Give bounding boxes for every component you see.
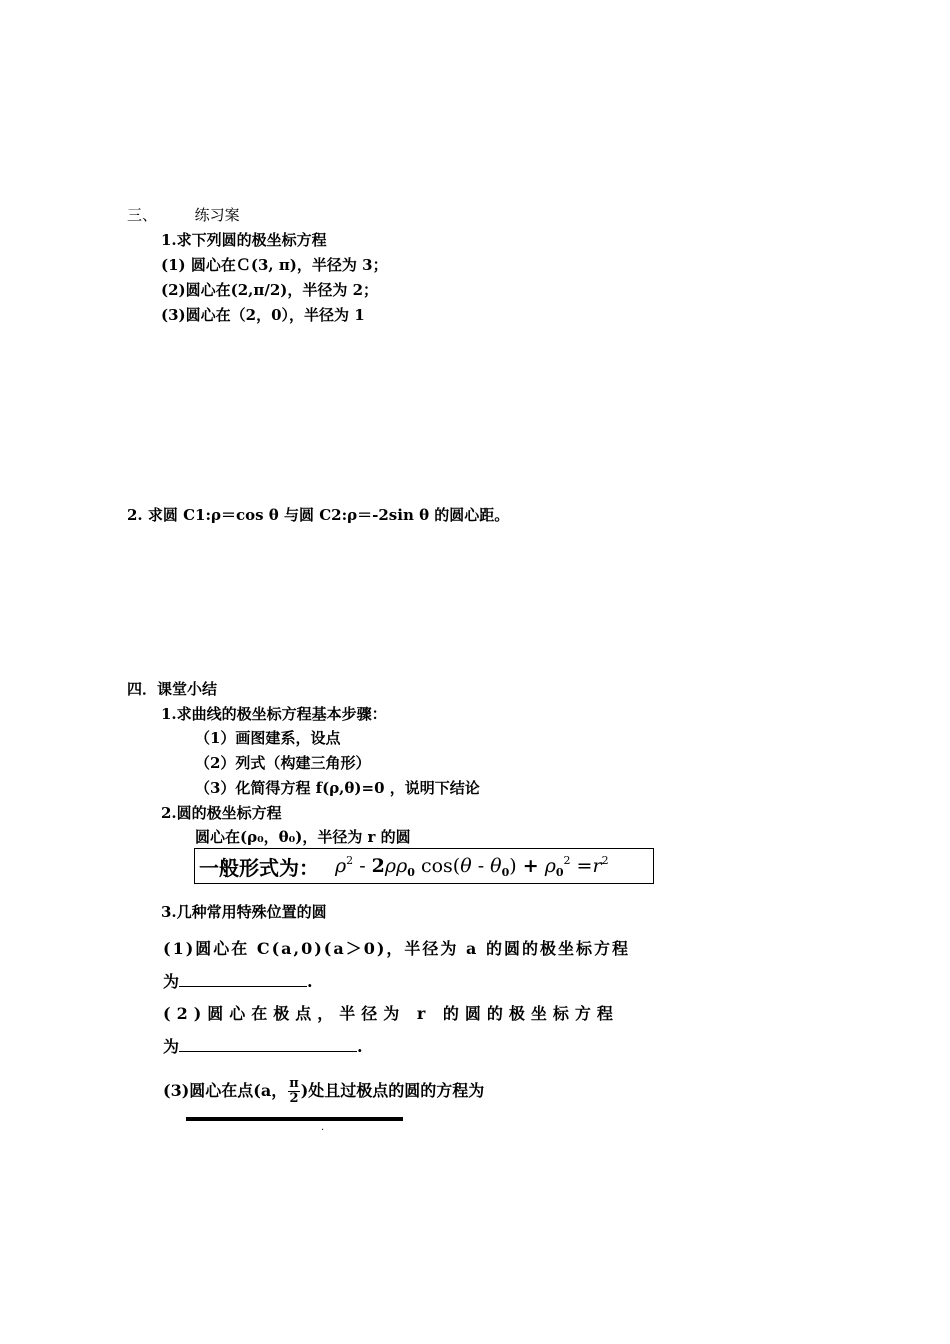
answer-3-period: . xyxy=(321,1122,325,1133)
step-3: （3）化简得方程 f(ρ,θ)=0 ，说明下结论 xyxy=(195,779,480,797)
step-2: （2）列式（构建三角形） xyxy=(195,754,371,772)
question-1-item-2: (2)圆心在(2,π/2)，半径为 2； xyxy=(161,281,379,299)
general-formula-box xyxy=(194,848,654,884)
special-circle-2-text: (2)圆心在极点，半径为 r 的圆的极坐标方程 xyxy=(163,1004,619,1023)
step-1: （1）画图建系，设点 xyxy=(195,729,341,747)
section3-title: 练习案 xyxy=(194,206,240,224)
general-formula: $\rho^2 - 2\rho\rho_0$ $\cos(\theta - \theta_0) + \rho_0^2 =r^2$ xyxy=(335,853,609,879)
answer-blank-2[interactable] xyxy=(179,1037,357,1052)
summary-point-1: 1.求曲线的极坐标方程基本步骤： xyxy=(161,705,387,723)
special-circle-1-text: (1)圆心在 C(a,0)(a＞0)，半径为 a 的圆的极坐标方程 xyxy=(163,939,630,958)
formula-label: 一般形式为： xyxy=(199,855,319,880)
section4-heading: 四．课堂小结 xyxy=(127,680,218,698)
question-2: 2. 求圆 C1:ρ＝cos θ 与圆 C2:ρ＝-2sin θ 的圆心距。 xyxy=(127,506,510,524)
special-circle-2-answer: 为 . xyxy=(163,1037,363,1056)
answer-blank-1[interactable] xyxy=(179,972,307,987)
special-circle-1-answer: 为 . xyxy=(163,972,313,991)
question-1-item-1: (1) 圆心在Ｃ(3, π)，半径为 3； xyxy=(161,256,388,274)
summary-point-3: 3.几种常用特殊位置的圆 xyxy=(161,903,327,921)
pi-over-2-fraction: $\frac{\pi}{2}$ xyxy=(289,1076,299,1106)
circle-center-line: 圆心在(ρ₀，θ₀)，半径为 r 的圆 xyxy=(195,828,411,846)
special-circle-3-text: (3)圆心在点(a， $\frac{\pi}{2}$ )处且过极点的圆的方程为 xyxy=(163,1076,485,1106)
section3-heading xyxy=(127,205,240,225)
answer-blank-3[interactable] xyxy=(186,1117,403,1121)
question-1: 1.求下列圆的极坐标方程 xyxy=(161,231,327,249)
section3-number: 三、 xyxy=(127,206,158,224)
summary-point-2: 2.圆的极坐标方程 xyxy=(161,804,282,822)
question-1-item-3: (3)圆心在（2，0），半径为 1 xyxy=(161,306,365,324)
